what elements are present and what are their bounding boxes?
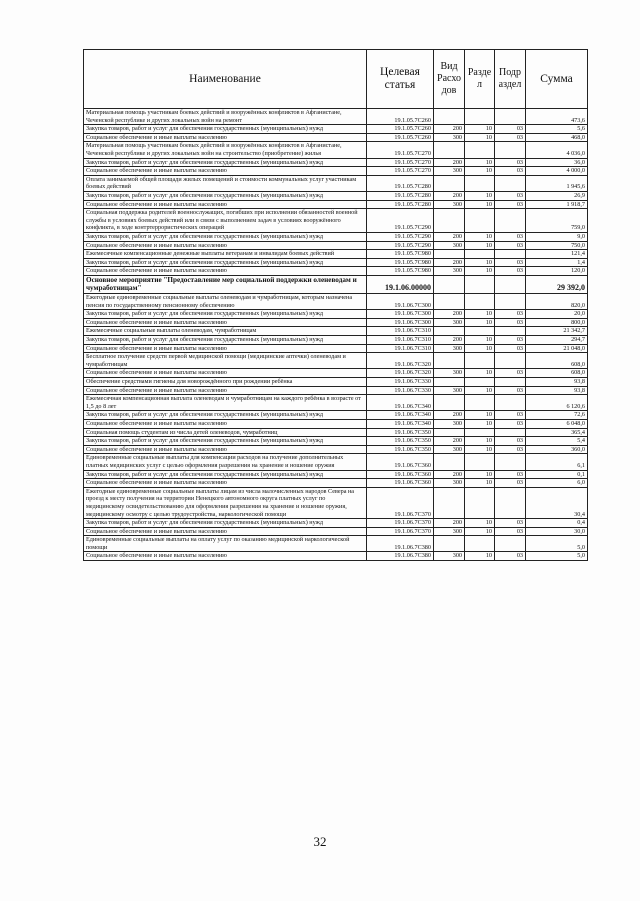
table-body bbox=[84, 109, 588, 561]
cell-subsection bbox=[495, 395, 526, 411]
cell-sum: 121,4 bbox=[526, 250, 588, 259]
cell-expense-type: 300 bbox=[434, 241, 465, 250]
page-number: 32 bbox=[313, 834, 327, 849]
cell-name: Закупка товаров, работ и услуг для обеспечения государственных (муниципальных) нужд bbox=[84, 437, 367, 446]
cell-section: 10 bbox=[465, 310, 495, 319]
cell-expense-type: 300 bbox=[434, 133, 465, 142]
cell-expense-type bbox=[434, 209, 465, 233]
cell-name: Социальное обеспечение и иные выплаты населению bbox=[84, 527, 367, 536]
cell-section bbox=[465, 275, 495, 293]
cell-section: 10 bbox=[465, 200, 495, 209]
cell-sum: 20,0 bbox=[526, 310, 588, 319]
cell-article: 19.1.06.7С330 bbox=[367, 378, 434, 387]
cell-name: Социальное обеспечение и иные выплаты населению bbox=[84, 479, 367, 488]
cell-expense-type bbox=[434, 454, 465, 470]
cell-subsection: 03 bbox=[495, 419, 526, 428]
table-row bbox=[84, 419, 588, 428]
cell-subsection: 03 bbox=[495, 437, 526, 446]
cell-article: 19.1.06.7С350 bbox=[367, 445, 434, 454]
cell-expense-type bbox=[434, 353, 465, 369]
table-row bbox=[84, 369, 588, 378]
cell-article: 19.1.06.7С360 bbox=[367, 479, 434, 488]
table-row bbox=[84, 344, 588, 353]
cell-expense-type: 300 bbox=[434, 479, 465, 488]
cell-article: 19.1.06.7С340 bbox=[367, 419, 434, 428]
cell-sum: 1 918,7 bbox=[526, 200, 588, 209]
table-row bbox=[84, 454, 588, 470]
cell-sum: 6,1 bbox=[526, 454, 588, 470]
cell-name: Основное мероприятие "Предоставление мер социальной поддержки оленеводам и чумработницам" bbox=[84, 275, 367, 293]
cell-sum: 820,0 bbox=[526, 294, 588, 310]
cell-expense-type: 300 bbox=[434, 167, 465, 176]
cell-name: Закупка товаров, работ и услуг для обеспечения государственных (муниципальных) нужд bbox=[84, 470, 367, 479]
cell-name: Ежемесячная компенсационная выплата оленеводам и чумработницам на каждого ребёнка в возрасте от 1,5 до 8 лет bbox=[84, 395, 367, 411]
cell-article: 19.1.06.7С350 bbox=[367, 428, 434, 437]
cell-section: 10 bbox=[465, 133, 495, 142]
table-row bbox=[84, 232, 588, 241]
cell-expense-type: 300 bbox=[434, 386, 465, 395]
cell-sum: 29 392,0 bbox=[526, 275, 588, 293]
cell-article: 19.1.06.7С330 bbox=[367, 386, 434, 395]
cell-article: 19.1.06.7С370 bbox=[367, 487, 434, 518]
cell-article: 19.1.05.7С290 bbox=[367, 209, 434, 233]
cell-section bbox=[465, 378, 495, 387]
cell-subsection bbox=[495, 378, 526, 387]
cell-subsection bbox=[495, 275, 526, 293]
cell-name: Социальное обеспечение и иные выплаты населению bbox=[84, 200, 367, 209]
cell-sum: 5,0 bbox=[526, 536, 588, 552]
cell-sum: 30,0 bbox=[526, 527, 588, 536]
cell-section: 10 bbox=[465, 191, 495, 200]
cell-subsection: 03 bbox=[495, 258, 526, 267]
cell-article: 19.1.06.7С380 bbox=[367, 552, 434, 561]
table-row bbox=[84, 519, 588, 528]
cell-section bbox=[465, 209, 495, 233]
cell-section: 10 bbox=[465, 241, 495, 250]
cell-sum: 365,4 bbox=[526, 428, 588, 437]
cell-article: 19.1.05.7С260 bbox=[367, 109, 434, 125]
cell-subsection: 03 bbox=[495, 125, 526, 134]
cell-name: Закупка товаров, работ и услуг для обеспечения государственных (муниципальных) нужд bbox=[84, 336, 367, 345]
cell-subsection bbox=[495, 294, 526, 310]
cell-section bbox=[465, 395, 495, 411]
table-row bbox=[84, 527, 588, 536]
cell-article: 19.1.05.7С270 bbox=[367, 158, 434, 167]
cell-article: 19.1.05.7С280 bbox=[367, 191, 434, 200]
header-subsection: Подр аздел bbox=[495, 50, 526, 109]
cell-sum: 294,7 bbox=[526, 336, 588, 345]
cell-name: Закупка товаров, работ и услуг для обеспечения государственных (муниципальных) нужд bbox=[84, 232, 367, 241]
cell-subsection: 03 bbox=[495, 318, 526, 327]
cell-section: 10 bbox=[465, 344, 495, 353]
cell-article: 19.1.06.00000 bbox=[367, 275, 434, 293]
cell-expense-type bbox=[434, 378, 465, 387]
table-row bbox=[84, 275, 588, 293]
cell-sum: 0,4 bbox=[526, 519, 588, 528]
cell-sum: 26,9 bbox=[526, 191, 588, 200]
cell-article: 19.1.06.7С340 bbox=[367, 411, 434, 420]
table-row bbox=[84, 318, 588, 327]
cell-name: Материальная помощь участникам боевых действий и вооружённых конфликтов в Афганистане, Чеченской республике и других локальных войн на строительство (приобретение) жилья bbox=[84, 142, 367, 158]
cell-section bbox=[465, 428, 495, 437]
cell-expense-type bbox=[434, 175, 465, 191]
table-row bbox=[84, 386, 588, 395]
cell-sum: 608,0 bbox=[526, 353, 588, 369]
cell-article: 19.1.05.7С980 bbox=[367, 267, 434, 276]
table-row bbox=[84, 327, 588, 336]
cell-subsection: 03 bbox=[495, 411, 526, 420]
cell-section: 10 bbox=[465, 419, 495, 428]
cell-article: 19.1.05.7С270 bbox=[367, 142, 434, 158]
cell-article: 19.1.05.7С280 bbox=[367, 175, 434, 191]
header-expense-type: Вид Расхо дов bbox=[434, 50, 465, 109]
cell-sum: 468,0 bbox=[526, 133, 588, 142]
cell-article: 19.1.06.7С300 bbox=[367, 294, 434, 310]
cell-expense-type: 300 bbox=[434, 552, 465, 561]
cell-subsection: 03 bbox=[495, 267, 526, 276]
cell-expense-type: 200 bbox=[434, 125, 465, 134]
table-row bbox=[84, 310, 588, 319]
budget-table bbox=[83, 49, 588, 561]
cell-subsection: 03 bbox=[495, 191, 526, 200]
cell-sum: 473,6 bbox=[526, 109, 588, 125]
table-header-row bbox=[84, 50, 588, 109]
cell-expense-type: 200 bbox=[434, 310, 465, 319]
cell-name: Социальное обеспечение и иные выплаты населению bbox=[84, 445, 367, 454]
cell-name: Ежемесячные компенсационные денежные выплаты ветеранам и инвалидам боевых действий bbox=[84, 250, 367, 259]
cell-name: Ежегодные единовременные социальные выплаты лицам из числа малочисленных народов Севера на проезд к месту получения на территории Ненецкого автономного округа платных услуг по медицинскому освидетельствованию для оформления разрешения на хранение и ношение оружия, медицинскому осмотру с целью трудоустройства, наркологической помощи bbox=[84, 487, 367, 518]
table-row bbox=[84, 470, 588, 479]
cell-subsection bbox=[495, 353, 526, 369]
cell-name: Обеспечение средствами гигиены для новорождённого при рождении ребёнка bbox=[84, 378, 367, 387]
cell-sum: 5,0 bbox=[526, 552, 588, 561]
cell-sum: 4 036,0 bbox=[526, 142, 588, 158]
table-row bbox=[84, 109, 588, 125]
cell-expense-type: 200 bbox=[434, 411, 465, 420]
table-row bbox=[84, 209, 588, 233]
table-row bbox=[84, 241, 588, 250]
cell-section: 10 bbox=[465, 267, 495, 276]
cell-sum: 608,0 bbox=[526, 369, 588, 378]
cell-name: Закупка товаров, работ и услуг для обеспечения государственных (муниципальных) нужд bbox=[84, 258, 367, 267]
cell-subsection bbox=[495, 536, 526, 552]
table-row bbox=[84, 258, 588, 267]
cell-expense-type: 200 bbox=[434, 158, 465, 167]
cell-expense-type: 300 bbox=[434, 369, 465, 378]
cell-name: Ежемесячные социальные выплаты оленеводам, чумработницам bbox=[84, 327, 367, 336]
cell-sum: 21 048,0 bbox=[526, 344, 588, 353]
cell-name: Ежегодные единовременные социальные выплаты оленеводам и чумработницам, которым назначена пенсия по государственному пенсионному обеспечению bbox=[84, 294, 367, 310]
cell-expense-type: 300 bbox=[434, 318, 465, 327]
cell-expense-type: 300 bbox=[434, 267, 465, 276]
table-row bbox=[84, 411, 588, 420]
cell-section bbox=[465, 175, 495, 191]
cell-expense-type: 200 bbox=[434, 191, 465, 200]
cell-expense-type: 200 bbox=[434, 519, 465, 528]
table-row bbox=[84, 479, 588, 488]
cell-expense-type: 200 bbox=[434, 470, 465, 479]
cell-section bbox=[465, 353, 495, 369]
cell-subsection bbox=[495, 250, 526, 259]
table-row bbox=[84, 487, 588, 518]
cell-subsection: 03 bbox=[495, 445, 526, 454]
cell-subsection bbox=[495, 487, 526, 518]
cell-subsection: 03 bbox=[495, 470, 526, 479]
table-row bbox=[84, 191, 588, 200]
cell-section: 10 bbox=[465, 158, 495, 167]
cell-name: Закупка товаров, работ и услуг для обеспечения государственных (муниципальных) нужд bbox=[84, 411, 367, 420]
cell-subsection: 03 bbox=[495, 479, 526, 488]
table-row bbox=[84, 175, 588, 191]
cell-name: Закупка товаров, работ и услуг для обеспечения государственных (муниципальных) нужд bbox=[84, 125, 367, 134]
cell-name: Материальная помощь участникам боевых действий и вооружённых конфликтов в Афганистане, Чеченской республике и других локальных войн на ремонт bbox=[84, 109, 367, 125]
cell-section: 10 bbox=[465, 336, 495, 345]
cell-subsection: 03 bbox=[495, 527, 526, 536]
cell-name: Социальное обеспечение и иные выплаты населению bbox=[84, 267, 367, 276]
cell-name: Социальное обеспечение и иные выплаты населению bbox=[84, 552, 367, 561]
cell-subsection bbox=[495, 428, 526, 437]
cell-article: 19.1.06.7С350 bbox=[367, 437, 434, 446]
cell-name: Социальное обеспечение и иные выплаты населению bbox=[84, 167, 367, 176]
cell-sum: 6 120,6 bbox=[526, 395, 588, 411]
cell-subsection: 03 bbox=[495, 336, 526, 345]
cell-article: 19.1.05.7С260 bbox=[367, 133, 434, 142]
cell-subsection: 03 bbox=[495, 519, 526, 528]
cell-sum: 6 048,0 bbox=[526, 419, 588, 428]
cell-subsection bbox=[495, 454, 526, 470]
cell-article: 19.1.06.7С310 bbox=[367, 344, 434, 353]
cell-sum: 30,4 bbox=[526, 487, 588, 518]
cell-sum: 21 342,7 bbox=[526, 327, 588, 336]
cell-article: 19.1.06.7С310 bbox=[367, 327, 434, 336]
cell-subsection bbox=[495, 142, 526, 158]
cell-article: 19.1.05.7С290 bbox=[367, 232, 434, 241]
cell-article: 19.1.05.7С280 bbox=[367, 200, 434, 209]
cell-expense-type: 200 bbox=[434, 336, 465, 345]
table-row bbox=[84, 267, 588, 276]
header-name: Наименование bbox=[84, 50, 367, 109]
cell-section bbox=[465, 294, 495, 310]
header-sum: Сумма bbox=[526, 50, 588, 109]
cell-sum: 93,8 bbox=[526, 386, 588, 395]
cell-expense-type bbox=[434, 536, 465, 552]
cell-article: 19.1.06.7С300 bbox=[367, 318, 434, 327]
cell-section: 10 bbox=[465, 232, 495, 241]
cell-expense-type bbox=[434, 142, 465, 158]
cell-section: 10 bbox=[465, 445, 495, 454]
cell-expense-type bbox=[434, 487, 465, 518]
table-row bbox=[84, 125, 588, 134]
cell-subsection bbox=[495, 175, 526, 191]
cell-section: 10 bbox=[465, 386, 495, 395]
cell-article: 19.1.06.7С300 bbox=[367, 310, 434, 319]
cell-name: Социальное обеспечение и иные выплаты населению bbox=[84, 386, 367, 395]
cell-expense-type: 300 bbox=[434, 419, 465, 428]
cell-article: 19.1.06.7С380 bbox=[367, 536, 434, 552]
cell-subsection bbox=[495, 109, 526, 125]
cell-section bbox=[465, 454, 495, 470]
cell-article: 19.1.06.7С360 bbox=[367, 470, 434, 479]
table-row bbox=[84, 294, 588, 310]
cell-section: 10 bbox=[465, 258, 495, 267]
cell-section: 10 bbox=[465, 527, 495, 536]
cell-expense-type: 200 bbox=[434, 258, 465, 267]
cell-article: 19.1.06.7С310 bbox=[367, 336, 434, 345]
table-row bbox=[84, 158, 588, 167]
cell-expense-type bbox=[434, 294, 465, 310]
table-row bbox=[84, 167, 588, 176]
cell-article: 19.1.06.7С370 bbox=[367, 527, 434, 536]
header-section: Разде л bbox=[465, 50, 495, 109]
cell-sum: 0,1 bbox=[526, 470, 588, 479]
cell-subsection: 03 bbox=[495, 167, 526, 176]
cell-subsection bbox=[495, 209, 526, 233]
cell-name: Социальная поддержка родителей военнослужащих, погибших при исполнении обязанностей военной службы в условиях боевых действий или в связи с выполнением задач в условиях вооружённого конфликта, в ходе контртеррористических операций bbox=[84, 209, 367, 233]
cell-section: 10 bbox=[465, 437, 495, 446]
cell-name: Социальное обеспечение и иные выплаты населению bbox=[84, 318, 367, 327]
cell-sum: 759,0 bbox=[526, 209, 588, 233]
cell-section: 10 bbox=[465, 369, 495, 378]
table-row bbox=[84, 336, 588, 345]
cell-subsection: 03 bbox=[495, 241, 526, 250]
cell-subsection: 03 bbox=[495, 310, 526, 319]
cell-expense-type: 200 bbox=[434, 437, 465, 446]
cell-subsection: 03 bbox=[495, 200, 526, 209]
cell-subsection: 03 bbox=[495, 386, 526, 395]
cell-article: 19.1.06.7С320 bbox=[367, 353, 434, 369]
cell-name: Социальное обеспечение и иные выплаты населению bbox=[84, 369, 367, 378]
cell-section: 10 bbox=[465, 167, 495, 176]
table-row bbox=[84, 445, 588, 454]
table-row bbox=[84, 200, 588, 209]
cell-name: Единовременные социальные выплаты на оплату услуг по оказанию медицинской наркологической помощи bbox=[84, 536, 367, 552]
table-row bbox=[84, 133, 588, 142]
cell-sum: 6,0 bbox=[526, 479, 588, 488]
cell-section bbox=[465, 536, 495, 552]
cell-name: Социальное обеспечение и иные выплаты населению bbox=[84, 133, 367, 142]
cell-expense-type: 300 bbox=[434, 445, 465, 454]
table-row bbox=[84, 428, 588, 437]
cell-expense-type: 300 bbox=[434, 200, 465, 209]
cell-sum: 5,6 bbox=[526, 125, 588, 134]
cell-sum: 5,4 bbox=[526, 437, 588, 446]
cell-subsection: 03 bbox=[495, 232, 526, 241]
cell-section: 10 bbox=[465, 411, 495, 420]
cell-section: 10 bbox=[465, 552, 495, 561]
cell-section bbox=[465, 487, 495, 518]
cell-article: 19.1.05.7С260 bbox=[367, 125, 434, 134]
cell-section: 10 bbox=[465, 479, 495, 488]
cell-section: 10 bbox=[465, 519, 495, 528]
cell-article: 19.1.05.7С290 bbox=[367, 241, 434, 250]
cell-name: Бесплатное получение средств первой медицинской помощи (медицинские аптечки) оленеводам и чумработницам bbox=[84, 353, 367, 369]
cell-subsection: 03 bbox=[495, 369, 526, 378]
cell-name: Социальное обеспечение и иные выплаты населению bbox=[84, 344, 367, 353]
cell-expense-type: 200 bbox=[434, 232, 465, 241]
cell-expense-type bbox=[434, 109, 465, 125]
cell-sum: 120,0 bbox=[526, 267, 588, 276]
cell-subsection bbox=[495, 327, 526, 336]
cell-subsection: 03 bbox=[495, 158, 526, 167]
cell-sum: 360,0 bbox=[526, 445, 588, 454]
cell-section: 10 bbox=[465, 125, 495, 134]
cell-sum: 750,0 bbox=[526, 241, 588, 250]
cell-article: 19.1.05.7С980 bbox=[367, 258, 434, 267]
table-row bbox=[84, 353, 588, 369]
cell-expense-type bbox=[434, 395, 465, 411]
cell-expense-type bbox=[434, 327, 465, 336]
cell-name: Единовременные социальные выплаты для компенсации расходов на получение дополнительных платных медицинских услуг с целью оформления разрешения на хранение и ношение оружия bbox=[84, 454, 367, 470]
table-row bbox=[84, 536, 588, 552]
table-row bbox=[84, 395, 588, 411]
cell-name: Закупка товаров, работ и услуг для обеспечения государственных (муниципальных) нужд bbox=[84, 158, 367, 167]
cell-sum: 1,4 bbox=[526, 258, 588, 267]
cell-section: 10 bbox=[465, 318, 495, 327]
header-article: Целевая статья bbox=[367, 50, 434, 109]
cell-section bbox=[465, 327, 495, 336]
cell-expense-type: 300 bbox=[434, 344, 465, 353]
cell-section bbox=[465, 109, 495, 125]
table-row bbox=[84, 142, 588, 158]
cell-sum: 93,8 bbox=[526, 378, 588, 387]
cell-sum: 72,6 bbox=[526, 411, 588, 420]
cell-sum: 1 945,6 bbox=[526, 175, 588, 191]
cell-article: 19.1.06.7С320 bbox=[367, 369, 434, 378]
cell-name: Социальное обеспечение и иные выплаты населению bbox=[84, 419, 367, 428]
cell-name: Социальная помощь студентам из числа детей оленеводов, чумработниц bbox=[84, 428, 367, 437]
cell-sum: 4 000,0 bbox=[526, 167, 588, 176]
cell-sum: 800,0 bbox=[526, 318, 588, 327]
cell-article: 19.1.06.7С370 bbox=[367, 519, 434, 528]
cell-section bbox=[465, 142, 495, 158]
cell-sum: 9,0 bbox=[526, 232, 588, 241]
cell-subsection: 03 bbox=[495, 344, 526, 353]
cell-expense-type bbox=[434, 275, 465, 293]
cell-name: Оплата занимаемой общей площади жилых помещений и стоимости коммунальных услуг участникам боевых действий bbox=[84, 175, 367, 191]
cell-article: 19.1.05.7С980 bbox=[367, 250, 434, 259]
cell-section: 10 bbox=[465, 470, 495, 479]
table-row bbox=[84, 378, 588, 387]
cell-sum: 36,0 bbox=[526, 158, 588, 167]
cell-subsection: 03 bbox=[495, 552, 526, 561]
cell-article: 19.1.05.7С270 bbox=[367, 167, 434, 176]
cell-name: Социальное обеспечение и иные выплаты населению bbox=[84, 241, 367, 250]
cell-subsection: 03 bbox=[495, 133, 526, 142]
cell-expense-type: 300 bbox=[434, 527, 465, 536]
cell-section bbox=[465, 250, 495, 259]
cell-name: Закупка товаров, работ и услуг для обеспечения государственных (муниципальных) нужд bbox=[84, 191, 367, 200]
cell-name: Закупка товаров, работ и услуг для обеспечения государственных (муниципальных) нужд bbox=[84, 310, 367, 319]
table-row bbox=[84, 437, 588, 446]
table-row bbox=[84, 552, 588, 561]
table-row bbox=[84, 250, 588, 259]
cell-expense-type bbox=[434, 250, 465, 259]
cell-name: Закупка товаров, работ и услуг для обеспечения государственных (муниципальных) нужд bbox=[84, 519, 367, 528]
cell-article: 19.1.06.7С360 bbox=[367, 454, 434, 470]
cell-article: 19.1.06.7С340 bbox=[367, 395, 434, 411]
cell-expense-type bbox=[434, 428, 465, 437]
